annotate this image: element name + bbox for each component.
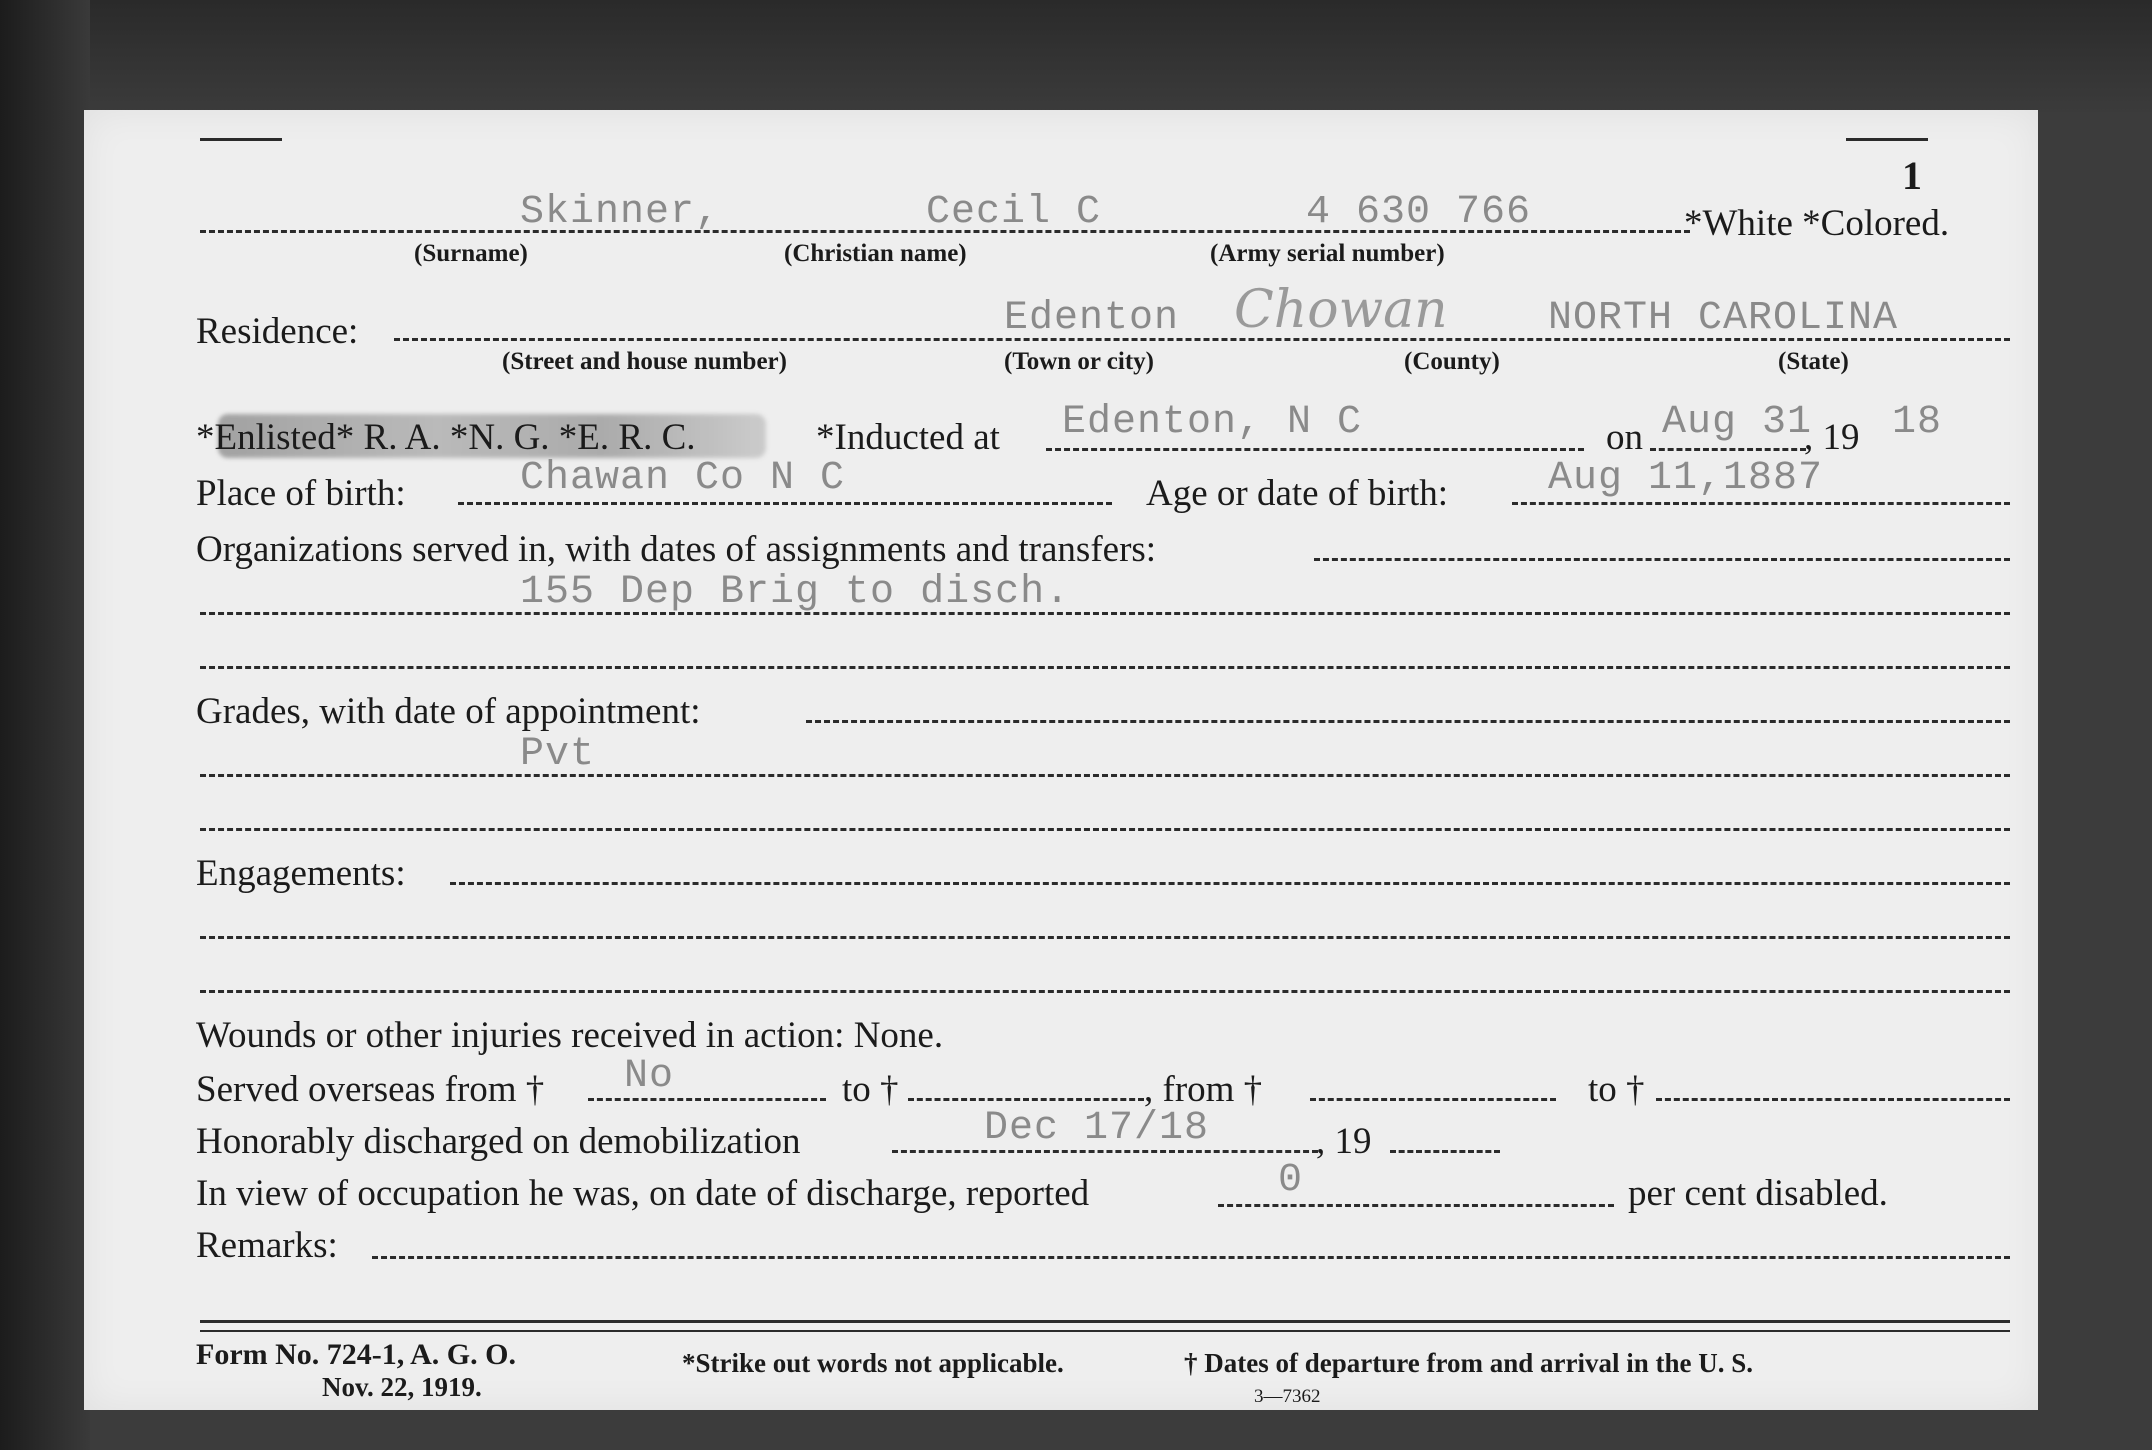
overseas-to-line [908, 1098, 1144, 1101]
disability-suffix: per cent disabled. [1628, 1173, 1888, 1214]
street-caption: (Street and house number) [502, 348, 787, 375]
surname-caption: (Surname) [414, 240, 528, 267]
organizations-value: 155 Dep Brig to disch. [520, 570, 1071, 615]
birthplace-label: Place of birth: [196, 473, 406, 514]
induction-date: Aug 31 [1662, 400, 1813, 445]
organizations-line-3 [200, 666, 2010, 669]
birthplace-line [458, 502, 1112, 505]
discharge-date: Dec 17/18 [984, 1106, 1210, 1151]
engagements-line-3 [200, 990, 2010, 993]
discharge-label: Honorably discharged on demobilization [196, 1121, 801, 1162]
induction-year-prefix: , 19 [1804, 417, 1860, 458]
form-number: Form No. 724-1, A. G. O. [196, 1338, 516, 1371]
engagements-line-1 [450, 882, 2010, 885]
inducted-line [1046, 448, 1584, 451]
print-code: 3—7362 [1254, 1386, 1321, 1407]
race-options: *White *Colored. [1684, 203, 1950, 244]
organizations-line-1 [1314, 558, 2010, 561]
inducted-place: Edenton, N C [1062, 400, 1363, 445]
dates-note: † Dates of departure from and arrival in the U. S. [1184, 1348, 1753, 1378]
footer-rule-bottom [200, 1330, 2010, 1332]
grades-line-2 [200, 774, 2010, 777]
overseas-to-label: to † [842, 1069, 899, 1110]
induction-year-suffix: 18 [1892, 400, 1943, 445]
residence-county: Chowan [1234, 280, 1448, 340]
state-caption: (State) [1778, 348, 1849, 375]
wounds-label: Wounds or other injuries received in action: None. [196, 1015, 944, 1056]
grades-line-1 [806, 720, 2010, 723]
discharge-year-line [1390, 1150, 1500, 1153]
disability-label: In view of occupation he was, on date of discharge, reported [196, 1173, 1090, 1214]
corner-rule-left [200, 138, 282, 141]
enlisted-options: *Enlisted* R. A. *N. G. *E. R. C. [196, 417, 696, 458]
corner-rule-right [1846, 138, 1928, 141]
strike-out-note: *Strike out words not applicable. [682, 1348, 1064, 1378]
serial-number-caption: (Army serial number) [1210, 240, 1445, 267]
scan-background-top [0, 0, 2152, 112]
engagements-label: Engagements: [196, 853, 406, 894]
induction-date-line [1650, 448, 1806, 451]
scan-background-left [0, 0, 90, 1450]
remarks-label: Remarks: [196, 1225, 338, 1266]
footer-rule-top [200, 1320, 2010, 1323]
birthplace-value: Chawan Co N C [520, 456, 846, 501]
grades-value: Pvt [520, 732, 596, 777]
form-date: Nov. 22, 1919. [322, 1372, 482, 1402]
town-caption: (Town or city) [1004, 348, 1154, 375]
grades-label: Grades, with date of appointment: [196, 691, 701, 732]
overseas-to2-line [1656, 1098, 2010, 1101]
christian-name-value: Cecil C [926, 190, 1102, 235]
grades-line-3 [200, 828, 2010, 831]
on-label: on [1606, 417, 1643, 458]
birthdate-line [1512, 502, 2010, 505]
residence-state: NORTH CAROLINA [1548, 296, 1899, 341]
christian-name-caption: (Christian name) [784, 240, 967, 267]
remarks-line [372, 1256, 2010, 1259]
overseas-from-label: Served overseas from † [196, 1069, 545, 1110]
disability-line [1218, 1204, 1614, 1207]
overseas-to2-label: to † [1588, 1069, 1645, 1110]
residence-label: Residence: [196, 311, 359, 352]
discharge-year-label: , 19 [1316, 1121, 1372, 1162]
overseas-from2-line [1310, 1098, 1556, 1101]
engagements-line-2 [200, 936, 2010, 939]
birthdate-label: Age or date of birth: [1146, 473, 1449, 514]
county-caption: (County) [1404, 348, 1500, 375]
birthdate-value: Aug 11,1887 [1548, 456, 1824, 501]
service-record-card [84, 110, 2038, 1410]
organizations-line-2 [200, 612, 2010, 615]
surname-value: Skinner, [520, 190, 721, 235]
overseas-from2-label: , from † [1144, 1069, 1263, 1110]
disability-value: 0 [1278, 1158, 1304, 1203]
overseas-from-value: No [624, 1054, 675, 1099]
card-number: 1 [1902, 153, 1922, 198]
inducted-label: *Inducted at [816, 417, 1000, 458]
organizations-label: Organizations served in, with dates of assignments and transfers: [196, 529, 1157, 570]
residence-town: Edenton [1004, 296, 1180, 341]
serial-number-value: 4 630 766 [1306, 190, 1532, 235]
